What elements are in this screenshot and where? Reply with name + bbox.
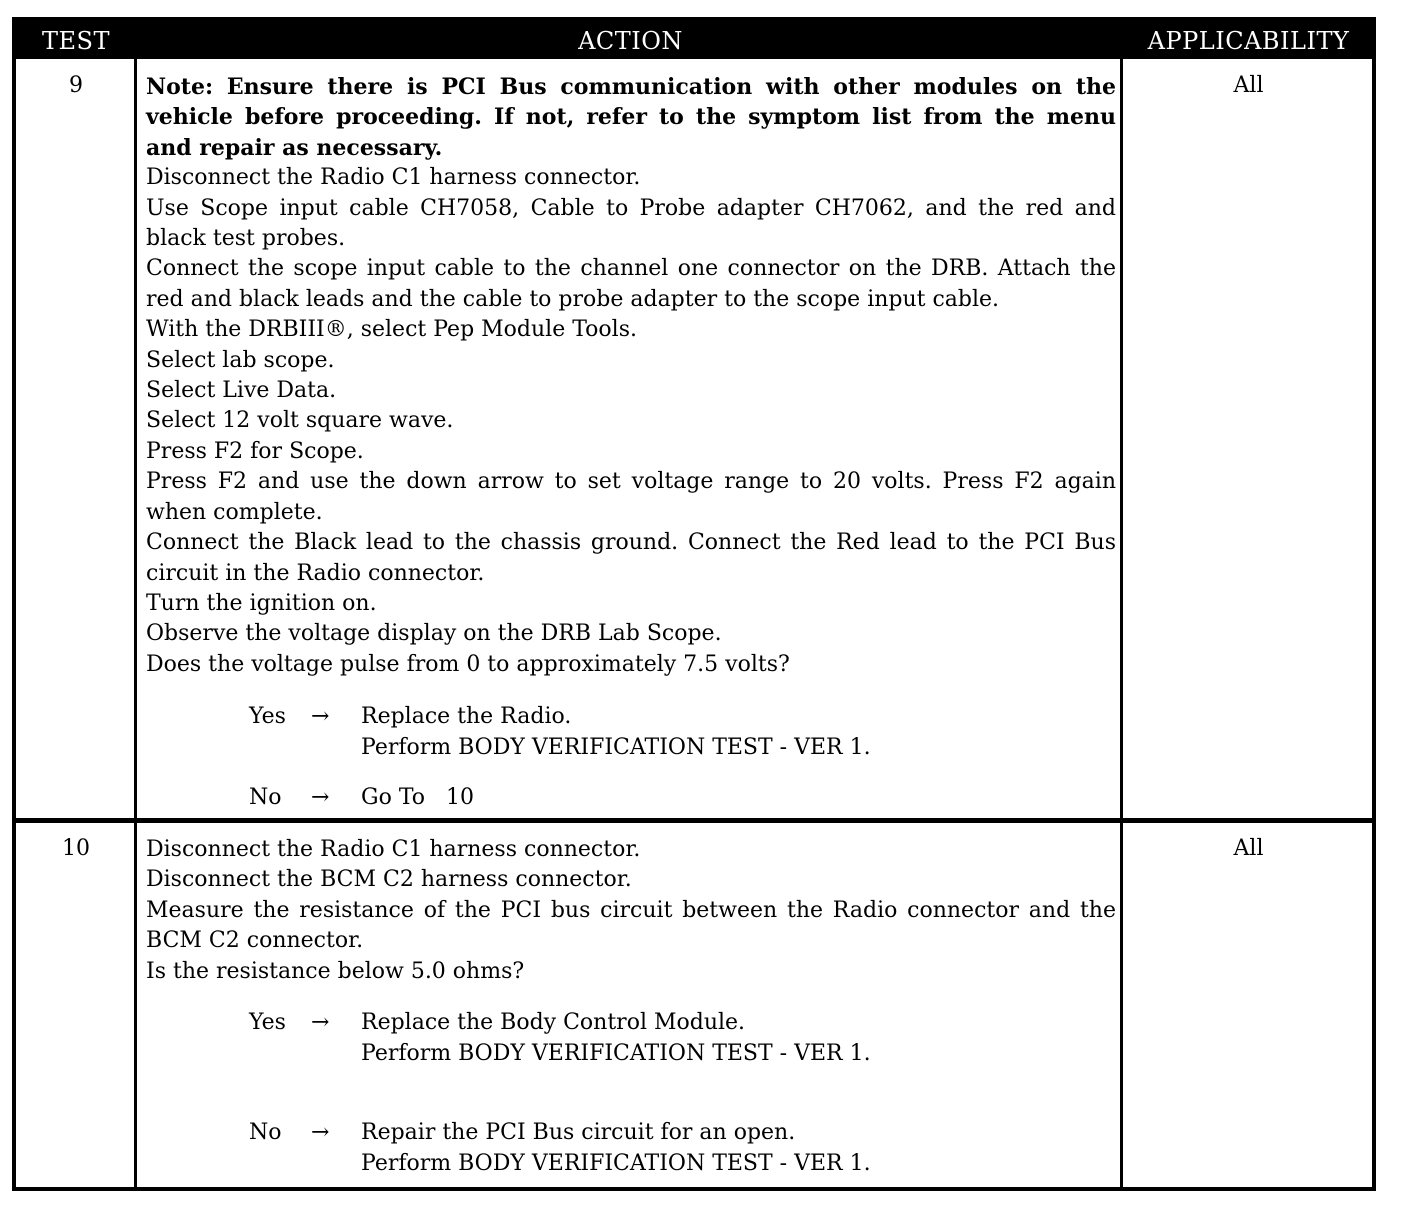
action-line: Is the resistance below 5.0 ohms? <box>146 958 525 984</box>
action-line: red and black leads and the cable to probe adapter to the scope input cable. <box>146 286 1000 312</box>
action-line: With the DRBIII®, select Pep Module Tools. <box>146 317 637 343</box>
action-line: Connect the scope input cable to the channel one connector on the DRB. Attach the <box>146 256 1116 282</box>
diagnostic-table <box>12 17 1376 1191</box>
action-line: black test probes. <box>146 226 346 252</box>
no-result <box>249 782 1069 813</box>
header-test: TEST <box>16 21 136 59</box>
applicability-value: All <box>1233 836 1264 861</box>
no-result <box>249 1117 1069 1179</box>
yes-result <box>249 1007 1069 1069</box>
column-divider <box>1120 21 1123 1187</box>
action-line: Disconnect the BCM C2 harness connector. <box>146 867 632 893</box>
action-line: Use Scope input cable CH7058, Cable to Probe adapter CH7062, and the red and <box>146 195 1116 221</box>
header-action: ACTION <box>136 21 1125 59</box>
test-number: 9 <box>69 73 83 98</box>
action-text <box>146 835 1116 987</box>
right-arrow-icon: → <box>311 785 330 810</box>
yes-label: Yes <box>249 704 286 729</box>
result-line: Perform BODY VERIFICATION TEST - VER 1. <box>361 735 871 760</box>
action-line: BCM C2 connector. <box>146 928 364 954</box>
action-line: Select Live Data. <box>146 378 337 404</box>
action-line: Select lab scope. <box>146 347 335 373</box>
result-line: Perform BODY VERIFICATION TEST - VER 1. <box>361 1041 871 1066</box>
no-label: No <box>249 1120 282 1145</box>
note-line: and repair as necessary. <box>146 134 443 161</box>
action-line: Press F2 for Scope. <box>146 438 364 464</box>
note-line: Note: Ensure there is PCI Bus communication with other modules on the <box>146 74 1116 100</box>
action-line: Disconnect the Radio C1 harness connector. <box>146 165 641 191</box>
column-divider <box>134 21 137 1187</box>
no-label: No <box>249 785 282 810</box>
yes-label: Yes <box>249 1010 286 1035</box>
action-line: circuit in the Radio connector. <box>146 560 485 586</box>
result-line: Perform BODY VERIFICATION TEST - VER 1. <box>361 1151 871 1176</box>
result-line: Go To 10 <box>361 785 474 810</box>
result-line: Replace the Body Control Module. <box>361 1010 746 1035</box>
right-arrow-icon: → <box>311 704 330 729</box>
right-arrow-icon: → <box>311 1120 330 1145</box>
right-arrow-icon: → <box>311 1010 330 1035</box>
action-line: Press F2 and use the down arrow to set voltage range to 20 volts. Press F2 again <box>146 469 1116 495</box>
header-applicability: APPLICABILITY <box>1125 21 1372 59</box>
result-line: Repair the PCI Bus circuit for an open. <box>361 1120 796 1145</box>
yes-result <box>249 701 1069 763</box>
result-line: Replace the Radio. <box>361 704 572 729</box>
applicability-value: All <box>1233 73 1264 98</box>
action-text <box>146 72 1116 680</box>
action-line: Turn the ignition on. <box>146 590 377 616</box>
action-line: Disconnect the Radio C1 harness connector. <box>146 837 641 862</box>
action-line: Measure the resistance of the PCI bus circuit between the Radio connector and the <box>146 897 1116 923</box>
test-number: 10 <box>62 836 90 861</box>
action-line: Connect the Black lead to the chassis ground. Connect the Red lead to the PCI Bus <box>146 530 1116 556</box>
action-line: when complete. <box>146 499 323 525</box>
action-line: Does the voltage pulse from 0 to approximately 7.5 volts? <box>146 651 790 677</box>
action-line: Observe the voltage display on the DRB Lab Scope. <box>146 621 722 647</box>
action-line: Select 12 volt square wave. <box>146 408 454 434</box>
note-line: vehicle before proceeding. If not, refer to the symptom list from the menu <box>146 104 1116 131</box>
row-divider <box>16 818 1372 823</box>
